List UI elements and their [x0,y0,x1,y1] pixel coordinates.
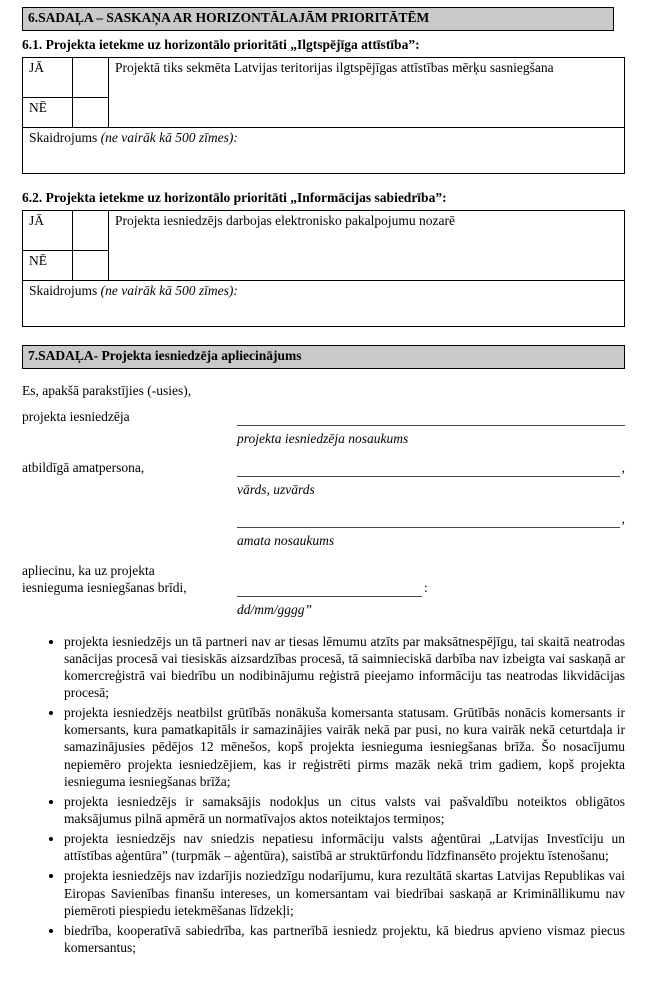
section-6-2-title: 6.2. Projekta ietekme uz horizontālo prioritāti „Informācijas sabiedrība”: [22,189,447,205]
no-label: NĒ [23,97,73,127]
date-row [22,562,625,597]
applicant-name-caption: projekta iesniedzēja nosaukums [237,431,409,447]
declare-label-line2: iesnieguma iesniegšanas brīdi, [22,580,187,596]
priority-table-information-society [22,210,625,327]
comma-after-position: , [621,510,625,526]
section-6-header: 6.SADAĻA – SASKAŅA AR HORIZONTĀLAJĀM PRIORITĀTĒM [22,7,614,31]
applicant-label: projekta iesniedzēja [22,409,130,425]
official-name-row [22,460,625,477]
bullet-item: • projekta iesniedzējs nav sniedzis nepatiesu informāciju valsts aģentūrai „Latvijas Investīciju un attīstības aģentūra” (turpmāk – aģentūra), saistībā ar struktūrfondu līdzfinansēto projektu īstenošanu; [64,830,625,864]
priority-description: Projektā tiks sekmēta Latvijas teritorijas ilgtspējīgas attīstības mērķu sasniegšana [109,57,625,127]
intro-line: Es, apakšā parakstījies (-usies), [22,382,192,398]
bullet-item: • projekta iesniedzējs un tā partneri nav ar tiesas lēmumu atzīts par maksātnespējīgu, tai skaitā neatrodas sanācijas procesā vai tiesiskās aizsardzības procesā, tā saimnieciskā darbība nav izbeigta vai saskaņā ar komercreģistrā vai biedrību un nodibinājumu reģistrā pieejamo informāciju tas neatrodas likvidācijas procesā; [64,633,625,702]
bullet-item: • biedrība, kooperatīvā sabiedrība, kas partnerībā iesniedz projektu, kā biedrus apvieno vismaz piecus komersantus; [64,922,625,956]
comma-after-name: , [621,460,625,476]
explanation-cell[interactable] [23,280,625,326]
applicant-name-blank[interactable] [237,410,625,426]
declare-label [22,562,237,597]
date-blank[interactable] [237,581,422,597]
priority-table-sustainable-development [22,57,625,174]
no-checkbox-cell[interactable] [73,250,109,280]
bullet-item: • projekta iesniedzējs ir samaksājis nodokļus un citus valsts vai pašvaldību noteiktos obligātos maksājumus pilnā apmērā un normatīvajos aktos noteiktajos termiņos; [64,793,625,827]
colon-after-date: : [424,579,428,595]
yes-checkbox-cell[interactable] [73,57,109,97]
explanation-cell[interactable] [23,127,625,173]
position-blank[interactable] [237,512,620,528]
yes-checkbox-cell[interactable] [73,210,109,250]
no-label: NĒ [23,250,73,280]
declare-label-line1: apliecinu, ka uz projekta [22,562,155,578]
yes-label: JĀ [23,210,73,250]
section-7-header: 7.SADAĻA- Projekta iesniedzēja apliecinājums [22,345,625,369]
yes-label: JĀ [23,57,73,97]
date-caption: dd/mm/gggg” [237,601,313,617]
declaration-bullets [22,633,625,957]
position-row [22,511,625,528]
position-caption: amata nosaukums [237,532,335,548]
explanation-label: Skaidrojums [29,282,98,298]
explanation-note: (ne vairāk kā 500 zīmes): [100,129,238,145]
priority-description: Projekta iesniedzējs darbojas elektronisko pakalpojumu nozarē [109,210,625,280]
official-name-blank[interactable] [237,461,620,477]
applicant-name-row [22,409,625,426]
bullet-item: • projekta iesniedzējs nav izdarījis noziedzīgu nodarījumu, kura rezultātā skartas Latvijas Republikas vai Eiropas Savienības finanšu intereses, un komersantam vai biedrībai saskaņā ar Krimināllikumu nav piemēroti piespiedu ietekmēšanas līdzekļi; [64,867,625,918]
declaration-form [22,383,625,957]
no-checkbox-cell[interactable] [73,97,109,127]
section-6-1-title: 6.1. Projekta ietekme uz horizontālo prioritāti „Ilgtspējīga attīstība”: [22,36,420,52]
explanation-label: Skaidrojums [29,129,98,145]
explanation-note: (ne vairāk kā 500 zīmes): [100,282,238,298]
official-name-caption: vārds, uzvārds [237,482,315,497]
official-label: atbildīgā amatpersona, [22,460,145,476]
bullet-item: • projekta iesniedzējs neatbilst grūtībās nonākuša komersanta statusam. Grūtībās nonācis komersants ir komersants, kura pamatkapitāls ir samazinājies vairāk nekā par pusi, no kura vairāk nekā ceturtdaļa ir samazinājusies pēdējos 12 mēnešos, kopš projekta iesnieguma iesniegšanas brīža. Šo nosacījumu nepiemēro projekta iesniedzējiem, kas ir reģistrēti pirms mazāk nekā trim gadiem, kopš projekta iesnieguma iesniegšanas brīža; [64,704,625,790]
